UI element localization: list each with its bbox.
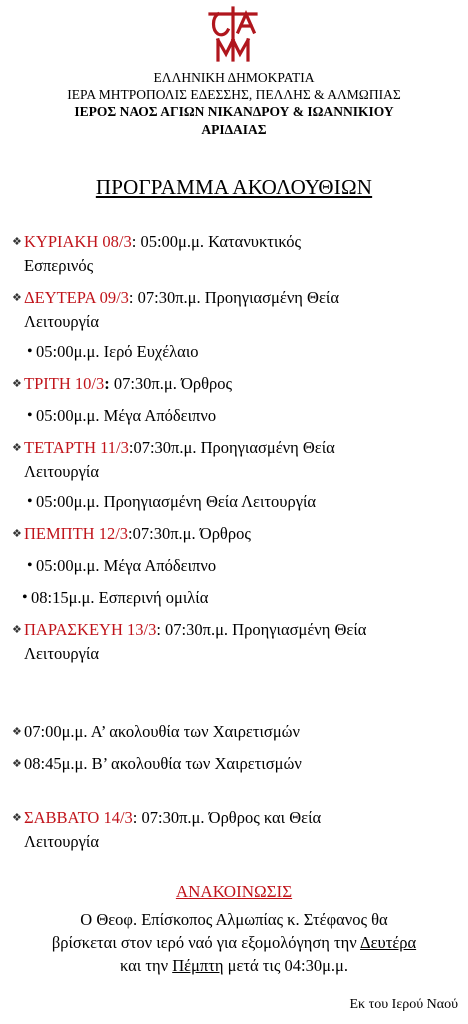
announcement-day-monday: Δευτέρα [359,933,417,952]
schedule-sep: : [131,232,141,251]
announcement-line: μετά τις 04:30μ.μ. [223,956,349,975]
schedule-sep: : [128,288,138,307]
header-line-republic: ΕΛΛΗΝΙΚΗ ΔΗΜΟΚΡΑΤΙΑ [153,70,315,85]
schedule-item [27,554,466,578]
schedule-item [27,340,466,364]
schedule-day: ΣΑΒΒΑΤΟ 14/3 [24,808,133,827]
schedule-text: 05:00μ.μ. Ιερό Ευχέλαιο [36,342,199,361]
schedule-text: 05:00μ.μ. Κατανυκτικός [140,232,302,251]
diamond-bullet-icon: ❖ [12,528,22,540]
announcement-line: Ο Θεοφ. Επίσκοπος Αλμωπίας κ. Στέφανος θα [80,910,388,929]
dot-bullet-icon: • [27,407,33,424]
schedule-item [27,404,466,428]
schedule-text: 08:45μ.μ. Β’ ακολουθία των Χαιρετισμών [24,754,302,773]
schedule-text: 07:30π.μ. Όρθρος [132,524,251,543]
schedule-sep: : [104,374,114,393]
diamond-bullet-icon: ❖ [12,812,22,824]
header-line-church: ΙΕΡΟΣ ΝΑΟΣ ΑΓΙΩΝ ΝΙΚΑΝΔΡΟΥ & ΙΩΑΝΝΙΚΙΟΥ [74,104,394,119]
dot-bullet-icon: • [27,343,33,360]
schedule-text-cont: Λειτουργία [24,312,99,331]
schedule-text-cont: Λειτουργία [24,462,99,481]
diamond-bullet-icon: ❖ [12,292,22,304]
announcement-line: βρίσκεται στον ιερό ναό για εξομολόγηση την [51,933,360,952]
announcement-day-thursday: Πέμπτη [172,956,224,975]
announcement-line: και την [119,956,173,975]
schedule-day: ΚΥΡΙΑΚΗ 08/3 [24,232,132,251]
schedule-text: 07:30π.μ. Προηγιασμένη Θεία [133,438,335,457]
signature: Εκ του Ιερού Ναού [349,997,458,1012]
schedule-day: ΤΡΙΤΗ 10/3 [24,374,105,393]
schedule-text: 05:00μ.μ. Μέγα Απόδειπνο [36,406,217,425]
schedule-item [12,752,454,776]
schedule-sep: : [156,620,166,639]
schedule-item [12,522,454,546]
diamond-bullet-icon: ❖ [12,624,22,636]
schedule-day: ΤΕΤΑΡΤΗ 11/3 [24,438,129,457]
schedule-text: 05:00μ.μ. Μέγα Απόδειπνο [36,556,217,575]
diamond-bullet-icon: ❖ [12,758,22,770]
diamond-bullet-icon: ❖ [12,378,22,390]
dot-bullet-icon: • [27,557,33,574]
schedule-item [12,230,454,278]
dot-bullet-icon: • [27,493,33,510]
schedule-item [12,372,454,396]
schedule-day: ΠΕΜΠΤΗ 12/3 [24,524,129,543]
schedule-text: 07:00μ.μ. Α’ ακολουθία των Χαιρετισμών [24,722,300,741]
schedule-item [12,286,454,334]
schedule-text-cont: Λειτουργία [24,832,99,851]
schedule-text: 07:30π.μ. Όρθρος [113,374,233,393]
schedule-item [27,490,466,514]
schedule-text-cont: Λειτουργία [24,644,99,663]
schedule-sep: : [128,438,134,457]
schedule-item [12,436,454,484]
dot-bullet-icon: • [22,589,28,606]
schedule-text-cont: Εσπερινός [24,256,94,275]
header-line-metropolis: ΙΕΡΑ ΜΗΤΡΟΠΟΛΙΣ ΕΔΕΣΣΗΣ, ΠΕΛΛΗΣ & ΑΛΜΩΠΙΑΣ [67,87,401,102]
diamond-bullet-icon: ❖ [12,726,22,738]
schedule-item [22,586,461,610]
schedule-sep: : [132,808,142,827]
header-line-town: ΑΡΙΔΑΙΑΣ [201,122,267,137]
schedule-text: 07:30π.μ. Προηγιασμένη Θεία [165,620,367,639]
announcement-body [6,908,462,977]
announcement-heading: ΑΝΑΚΟΙΝΩΣΙΣ [175,882,293,901]
church-monogram-logo [200,4,266,64]
schedule-item [12,806,454,854]
schedule-sep: : [128,524,133,543]
schedule-text: 05:00μ.μ. Προηγιασμένη Θεία Λειτουργία [36,492,317,511]
schedule-day: ΔΕΥΤΕΡΑ 09/3 [24,288,129,307]
page-title: ΠΡΟΓΡΑΜΜΑ ΑΚΟΛΟΥΘΙΩΝ [95,175,373,199]
schedule-item [12,618,454,666]
schedule-text: 08:15μ.μ. Εσπερινή ομιλία [31,588,209,607]
diamond-bullet-icon: ❖ [12,442,22,454]
schedule-item [12,720,454,744]
schedule-day: ΠΑΡΑΣΚΕΥΗ 13/3 [24,620,157,639]
schedule-text: 07:30π.μ. Όρθρος και Θεία [141,808,322,827]
schedule-text: 07:30π.μ. Προηγιασμένη Θεία [137,288,339,307]
diamond-bullet-icon: ❖ [12,236,22,248]
